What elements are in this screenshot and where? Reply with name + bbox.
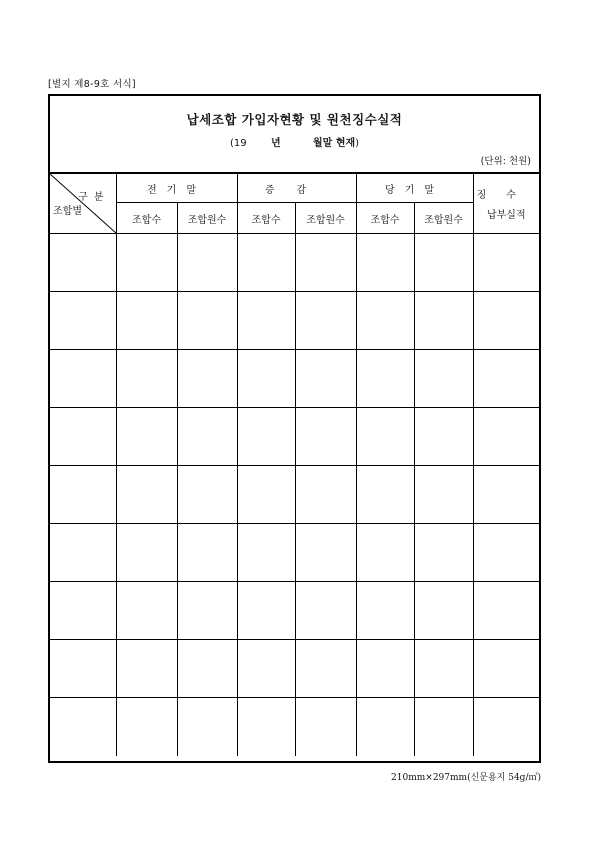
cell[interactable] — [473, 582, 539, 640]
collection-header-line2: 납부실적 — [486, 210, 526, 221]
cell[interactable] — [177, 582, 237, 640]
subheader-union-count: 조합수 — [116, 203, 177, 234]
cell[interactable] — [473, 292, 539, 350]
subheader-member-count: 조합원수 — [177, 203, 237, 234]
cell[interactable] — [414, 466, 473, 524]
cell[interactable] — [50, 292, 116, 350]
cell[interactable] — [50, 408, 116, 466]
table-row — [50, 524, 539, 582]
cell[interactable] — [177, 524, 237, 582]
cell[interactable] — [116, 698, 177, 756]
group-header-prev-end: 전기말 — [116, 173, 237, 203]
corner-cell — [50, 173, 116, 234]
cell[interactable] — [50, 524, 116, 582]
table-row — [50, 640, 539, 698]
cell[interactable] — [237, 582, 295, 640]
table-row — [50, 350, 539, 408]
subtitle-open: (19 — [229, 138, 247, 149]
cell[interactable] — [116, 234, 177, 292]
form-title: 납세조합 가입자현황 및 원천징수실적 — [186, 112, 403, 127]
cell[interactable] — [473, 640, 539, 698]
cell[interactable] — [414, 350, 473, 408]
subtitle-close: ) — [355, 138, 360, 149]
cell[interactable] — [237, 292, 295, 350]
cell[interactable] — [177, 350, 237, 408]
cell[interactable] — [237, 466, 295, 524]
table-row — [50, 408, 539, 466]
cell[interactable] — [177, 466, 237, 524]
collection-payment-header — [473, 173, 539, 234]
cell[interactable] — [295, 350, 356, 408]
cell[interactable] — [50, 466, 116, 524]
cell[interactable] — [356, 350, 414, 408]
table-row — [50, 698, 539, 756]
cell[interactable] — [237, 524, 295, 582]
subheader-member-count: 조합원수 — [295, 203, 356, 234]
cell[interactable] — [177, 640, 237, 698]
cell[interactable] — [295, 698, 356, 756]
table-row — [50, 466, 539, 524]
cell[interactable] — [177, 234, 237, 292]
table-row — [50, 234, 539, 292]
cell[interactable] — [50, 234, 116, 292]
cell[interactable] — [116, 350, 177, 408]
cell[interactable] — [177, 408, 237, 466]
subtitle-year: 년 — [270, 138, 281, 149]
corner-label-category: 구분 — [78, 192, 110, 203]
corner-label-union: 조합별 — [53, 206, 82, 217]
cell[interactable] — [116, 524, 177, 582]
cell[interactable] — [356, 466, 414, 524]
cell[interactable] — [50, 582, 116, 640]
cell[interactable] — [356, 698, 414, 756]
group-header-change: 증감 — [237, 173, 356, 203]
cell[interactable] — [356, 640, 414, 698]
cell[interactable] — [116, 466, 177, 524]
cell[interactable] — [116, 640, 177, 698]
cell[interactable] — [50, 640, 116, 698]
cell[interactable] — [177, 698, 237, 756]
paper-spec-footer: 210mm×297mm(신문용지 54g/㎡) — [391, 773, 541, 783]
cell[interactable] — [295, 466, 356, 524]
subheader-union-count: 조합수 — [237, 203, 295, 234]
cell[interactable] — [237, 640, 295, 698]
cell[interactable] — [50, 350, 116, 408]
cell[interactable] — [473, 524, 539, 582]
cell[interactable] — [295, 640, 356, 698]
form-subtitle — [50, 134, 539, 149]
cell[interactable] — [116, 582, 177, 640]
cell[interactable] — [356, 524, 414, 582]
cell[interactable] — [414, 524, 473, 582]
subheader-member-count: 조합원수 — [414, 203, 473, 234]
cell[interactable] — [177, 292, 237, 350]
form-frame — [48, 94, 541, 763]
cell[interactable] — [356, 292, 414, 350]
cell[interactable] — [237, 408, 295, 466]
cell[interactable] — [295, 408, 356, 466]
collection-header-line1: 징수 — [476, 190, 536, 201]
cell[interactable] — [356, 234, 414, 292]
header-row-2 — [50, 203, 539, 234]
cell[interactable] — [414, 698, 473, 756]
cell[interactable] — [414, 640, 473, 698]
cell[interactable] — [295, 582, 356, 640]
cell[interactable] — [116, 408, 177, 466]
cell[interactable] — [356, 408, 414, 466]
status-table — [50, 172, 539, 756]
cell[interactable] — [473, 408, 539, 466]
cell[interactable] — [414, 292, 473, 350]
cell[interactable] — [414, 582, 473, 640]
subtitle-month-end: 월말 현재 — [313, 138, 356, 149]
group-header-current-end: 당기말 — [356, 173, 473, 203]
unit-label: (단위: 천원) — [480, 156, 531, 167]
cell[interactable] — [237, 350, 295, 408]
table-row — [50, 582, 539, 640]
table-row — [50, 292, 539, 350]
cell[interactable] — [473, 698, 539, 756]
cell[interactable] — [237, 234, 295, 292]
cell[interactable] — [473, 466, 539, 524]
cell[interactable] — [473, 350, 539, 408]
cell[interactable] — [414, 234, 473, 292]
cell[interactable] — [295, 524, 356, 582]
cell[interactable] — [50, 698, 116, 756]
header-row-1 — [50, 173, 539, 203]
cell[interactable] — [295, 234, 356, 292]
cell[interactable] — [356, 582, 414, 640]
cell[interactable] — [237, 698, 295, 756]
cell[interactable] — [295, 292, 356, 350]
cell[interactable] — [473, 234, 539, 292]
form-number-label: [별지 제8-9호 서식] — [48, 79, 136, 90]
subheader-union-count: 조합수 — [356, 203, 414, 234]
cell[interactable] — [414, 408, 473, 466]
cell[interactable] — [116, 292, 177, 350]
